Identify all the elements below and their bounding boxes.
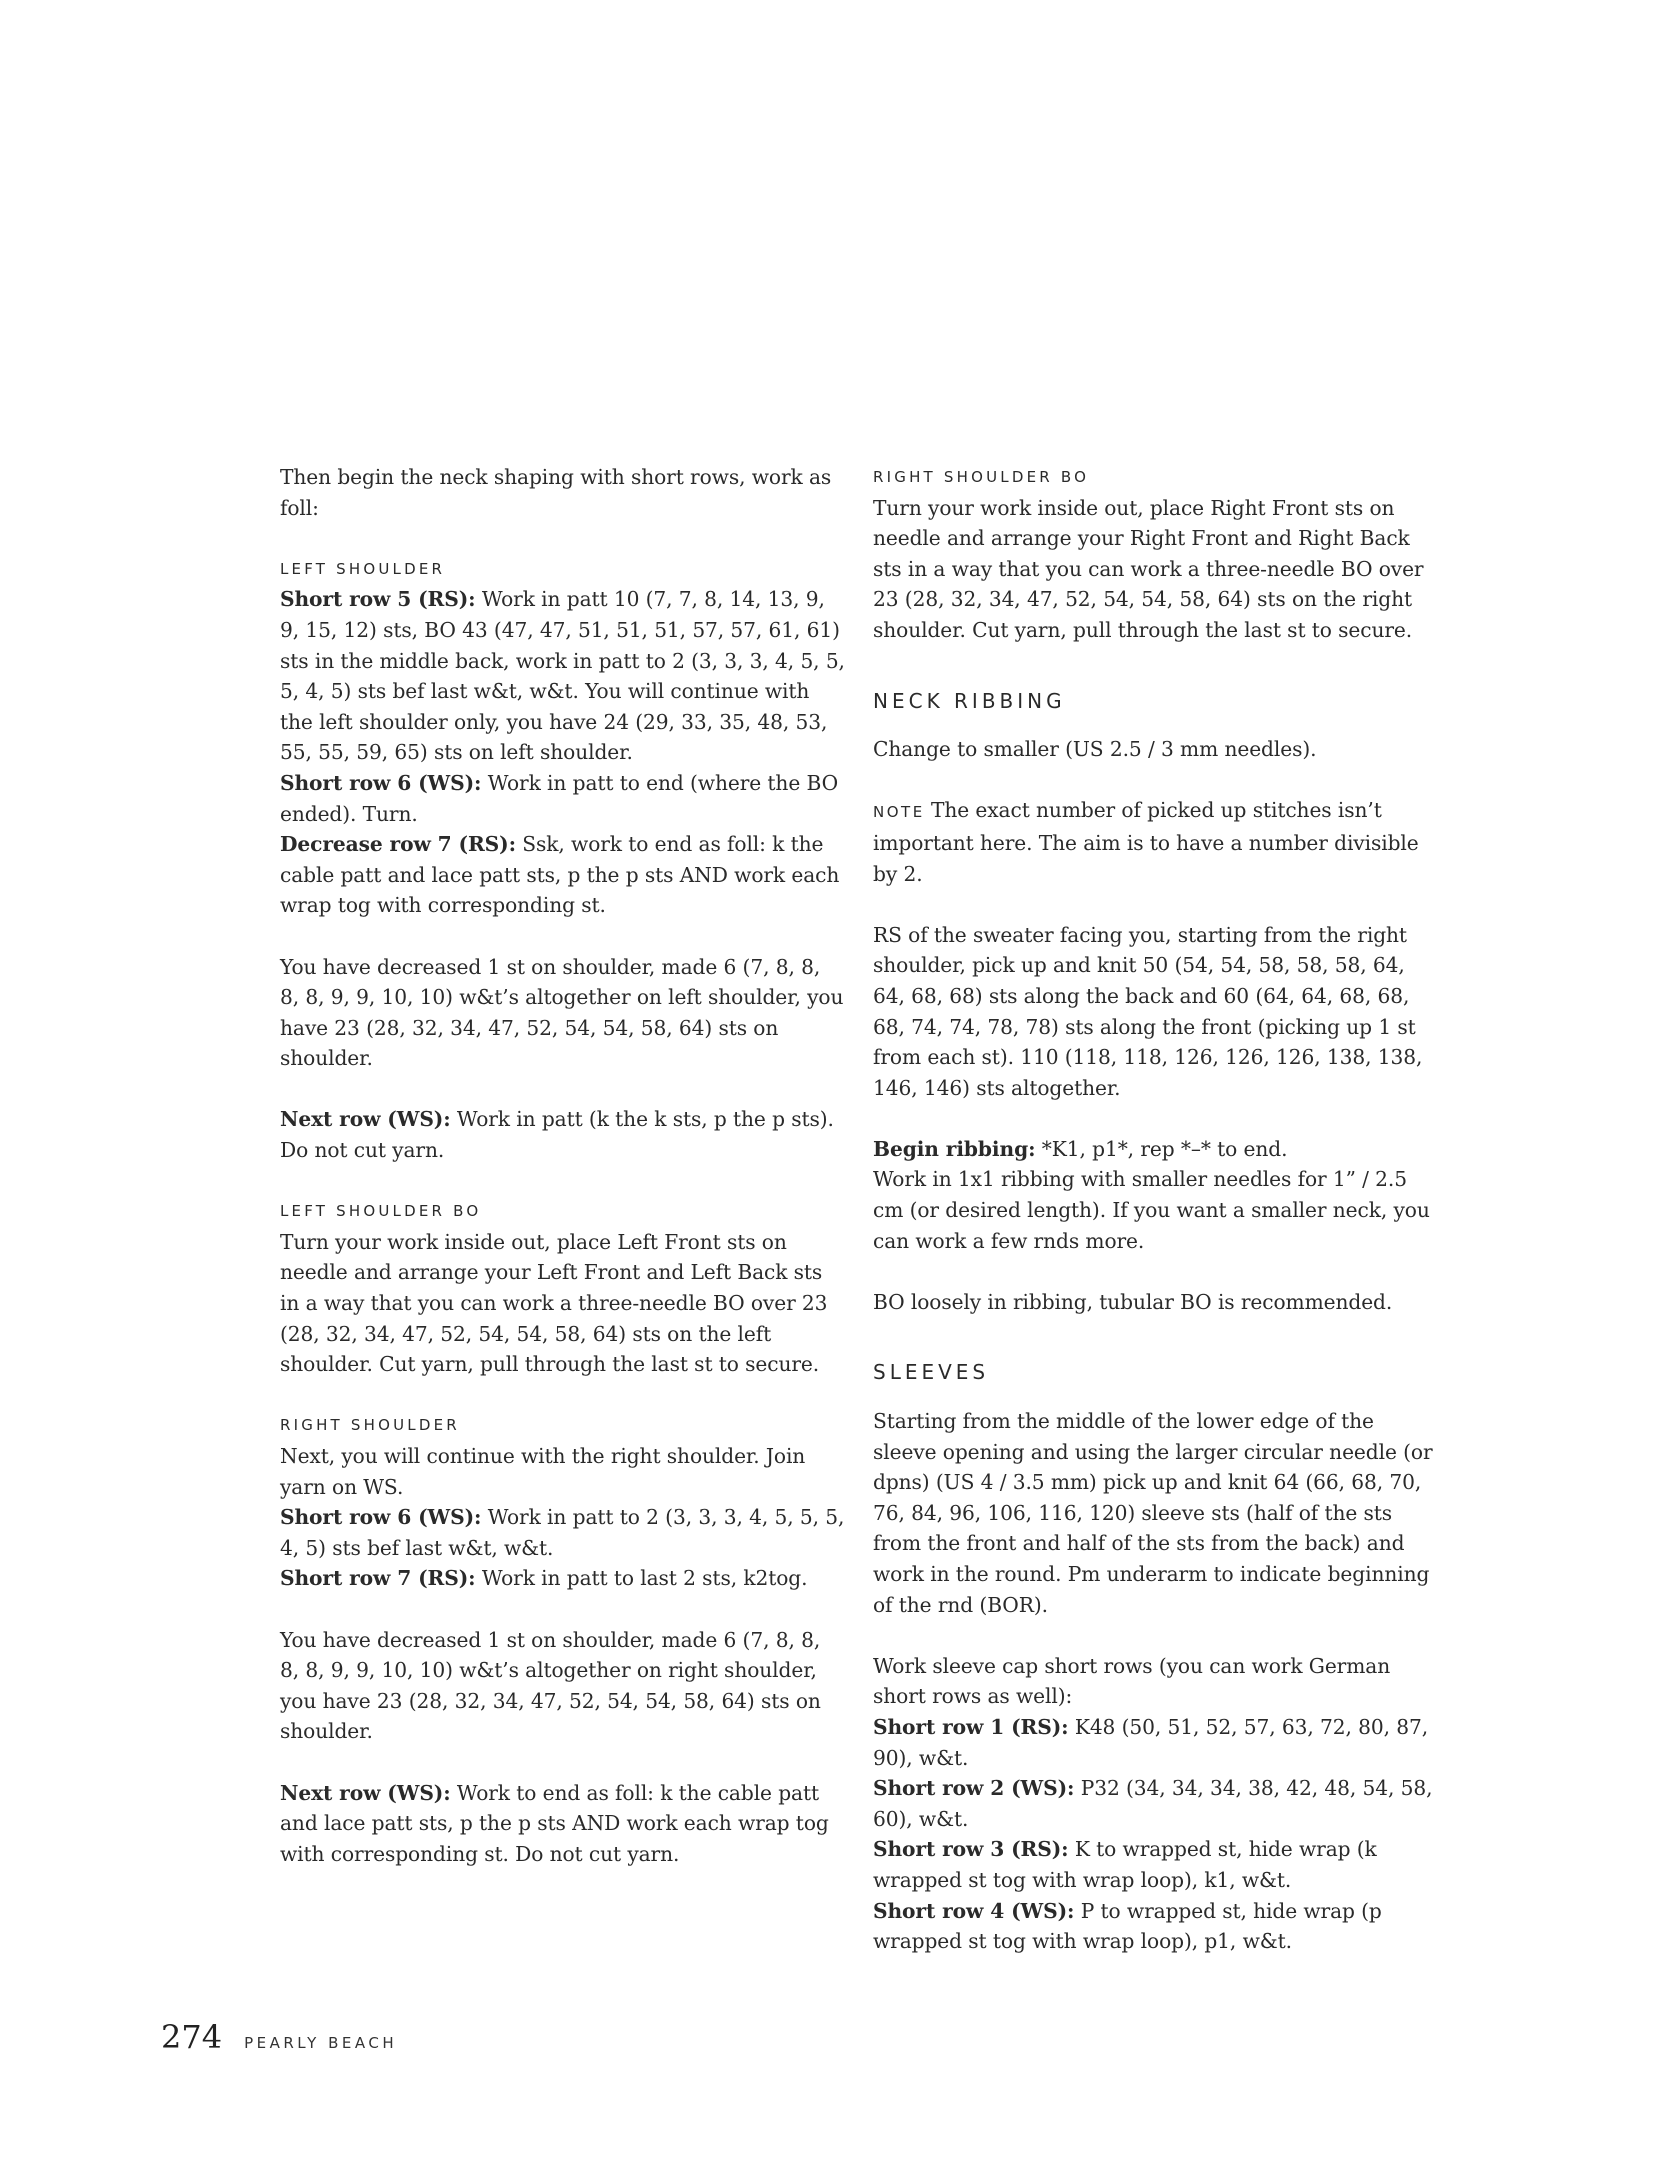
row-text: Work in patt 10 (7, 7, 8, 14, 13, 9, 9, 15, 12) sts, BO 43 (47, 47, 51, 51, 51, 57, 57, 61, 61) sts in the middle back, work in patt to 2 (3, 3, 3, 4, 5, 5, 5, 4, 5) sts bef last w&t, w&t. You will continue with the left shoulder only, you have 24 (29, 33, 35, 48, 53, 55, 55, 59, 65) sts on left shoulder. [280, 587, 845, 765]
instruction-row [280, 829, 845, 921]
cap-intro: Work sleeve cap short rows (you can work German short rows as well): [873, 1653, 1391, 1709]
row-text: Work in patt (k the k sts, p the p sts). Do not cut yarn. [280, 1107, 834, 1163]
running-title: PEARLY BEACH [244, 2034, 398, 2052]
row-label: Short row 2 (WS): [873, 1776, 1075, 1801]
row-text: Work in patt to last 2 sts, k2tog. [475, 1566, 808, 1591]
instruction-row [280, 1778, 845, 1870]
row-text: P32 (34, 34, 34, 38, 42, 48, 54, 58, 60), w&t. [873, 1776, 1433, 1831]
intro-paragraph: Then begin the neck shaping with short rows, work as foll: [280, 465, 832, 520]
instruction-row [280, 768, 845, 829]
row-label: Decrease row 7 (RS): [280, 832, 516, 857]
sleeves-intro: Starting from the middle of the lower edge of the sleeve opening and using the larger circular needle (or dpns) (US 4 / 3.5 mm) pick up and knit 64 (66, 68, 70, 76, 84, 96, 106, 116, 120) sleeve sts (half of the sts from the front and half of the sts from the back) and work in the round. Pm underarm to indicate beginning of the rnd (BOR). [873, 1409, 1433, 1617]
instruction-row [280, 584, 845, 768]
row-text: Work to end as foll: k the cable patt and lace patt sts, p the p sts AND work each wrap tog with corresponding st. Do not cut yarn. [280, 1780, 829, 1866]
left-shoulder-bo-heading: LEFT SHOULDER BO [280, 1202, 482, 1221]
right-shoulder-bo-text: Turn your work inside out, place Right Front sts on needle and arrange your Right Front and Right Back sts in a way that you can work a three-needle BO over 23 (28, 32, 34, 47, 52, 54, 54, 58, 64) sts on the right shoulder. Cut yarn, pull through the last st to secure. [873, 495, 1424, 642]
instruction-row [873, 1134, 1438, 1165]
row-label: Short row 1 (RS): [873, 1714, 1069, 1739]
row-text: K to wrapped st, hide wrap (k wrapped st tog with wrap loop), k1, w&t. [873, 1837, 1377, 1892]
row-text: Work in patt to end (where the BO ended). Turn. [280, 770, 839, 826]
instruction-row [280, 1104, 845, 1165]
right-shoulder-bo-heading: RIGHT SHOULDER BO [873, 468, 1090, 486]
left-column [280, 462, 845, 1900]
instruction-row [873, 1773, 1438, 1834]
row-label: Short row 4 (WS): [873, 1898, 1075, 1923]
right-shoulder-intro: Next, you will continue with the right shoulder. Join yarn on WS. [280, 1444, 806, 1499]
row-text: *K1, p1*, rep *–* to end. [1035, 1136, 1288, 1161]
right-shoulder-heading: RIGHT SHOULDER [280, 1416, 460, 1435]
row-label: Begin ribbing: [873, 1136, 1036, 1161]
row-label: Short row 3 (RS): [873, 1837, 1069, 1862]
row-text: Ssk, work to end as foll: k the cable patt and lace patt sts, p the p sts AND work each wrap tog with corresponding st. [280, 832, 840, 918]
left-shoulder-heading: LEFT SHOULDER [280, 559, 446, 578]
summary-paragraph: You have decreased 1 st on shoulder, made 6 (7, 8, 8, 8, 8, 9, 9, 10, 10) w&t’s altogether on left shoulder, you have 23 (28, 32, 34, 47, 52, 54, 54, 58, 64) sts on shoulder. [280, 954, 844, 1071]
note-text: The exact number of picked up stitches isn’t important here. The aim is to have a number divisible by 2. [873, 798, 1419, 886]
needles-paragraph: Change to smaller (US 2.5 / 3 mm needles). [873, 737, 1317, 762]
instruction-row [873, 1712, 1438, 1773]
note-paragraph [873, 795, 1438, 889]
row-label: Short row 6 (WS): [280, 1505, 482, 1530]
summary-paragraph: You have decreased 1 st on shoulder, made 6 (7, 8, 8, 8, 8, 9, 9, 10, 10) w&t’s altogether on right shoulder, you have 23 (28, 32, 34, 47, 52, 54, 54, 58, 64) sts on shoulder. [280, 1627, 821, 1744]
left-shoulder-bo-text: Turn your work inside out, place Left Front sts on needle and arrange your Left Front and Left Back sts in a way that you can work a three-needle BO over 23 (28, 32, 34, 47, 52, 54, 54, 58, 64) sts on the left shoulder. Cut yarn, pull through the last st to secure. [280, 1229, 828, 1377]
instruction-row [280, 1563, 845, 1594]
neck-ribbing-heading: NECK RIBBING [873, 688, 1066, 713]
instruction-row [873, 1896, 1438, 1957]
ribbing-paragraph: Work in 1x1 ribbing with smaller needles for 1” / 2.5 cm (or desired length). If you want a smaller neck, you can work a few rnds more. [873, 1167, 1430, 1253]
row-text: Work in patt to 2 (3, 3, 3, 4, 5, 5, 5, 4, 5) sts bef last w&t, w&t. [280, 1505, 845, 1560]
page-footer [161, 2018, 397, 2056]
right-column [873, 462, 1438, 1957]
bo-paragraph: BO loosely in ribbing, tubular BO is recommended. [873, 1289, 1393, 1314]
note-label: NOTE [873, 803, 925, 822]
row-text: P to wrapped st, hide wrap (p wrapped st tog with wrap loop), p1, w&t. [873, 1898, 1382, 1954]
row-label: Next row (WS): [280, 1780, 451, 1805]
row-label: Short row 5 (RS): [280, 587, 476, 612]
row-label: Next row (WS): [280, 1107, 451, 1132]
instruction-row [280, 1502, 845, 1563]
page-number: 274 [161, 2018, 223, 2056]
pickup-paragraph: RS of the sweater facing you, starting from the right shoulder, pick up and knit 50 (54, 54, 58, 58, 58, 64, 64, 68, 68) sts along the back and 60 (64, 64, 68, 68, 68, 74, 74, 78, 78) sts along the front (picking up 1 st from each st). 110 (118, 118, 126, 126, 126, 138, 138, 146, 146) sts altogether. [873, 922, 1423, 1100]
sleeves-heading: SLEEVES [873, 1360, 990, 1385]
row-label: Short row 7 (RS): [280, 1566, 476, 1591]
instruction-row [873, 1834, 1438, 1895]
row-label: Short row 6 (WS): [280, 770, 482, 795]
row-text: K48 (50, 51, 52, 57, 63, 72, 80, 87, 90), w&t. [873, 1714, 1429, 1770]
